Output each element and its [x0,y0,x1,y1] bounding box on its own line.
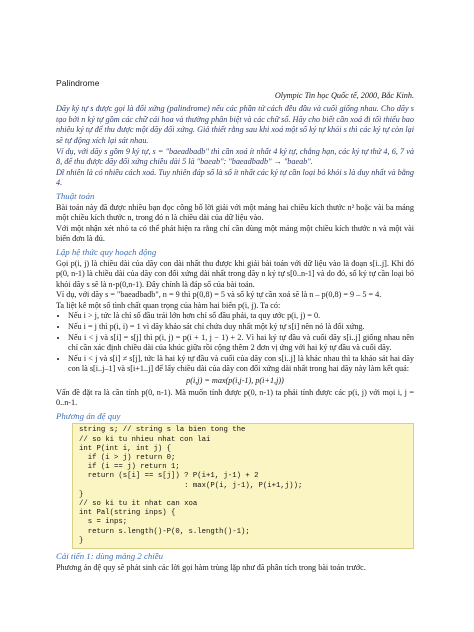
list-item: • Nếu i < j và s[i] = s[j] thì p(i, j) = p(i + 1, j − 1) + 2. Vì hai ký tự đầu và cuối dãy s[i..j] giống nhau nên chỉ cần xác định chiều dài của khúc giữa rồi cộng thêm 2 đơn vị ứng với hai ký tự đầu và cuối dãy. [68,333,414,354]
intro-example: Ví dụ, với dãy s gồm 9 ký tự, s = "baeadbadb" thì cần xoá ít nhất 4 ký tự, chẳng hạn, các ký tự thứ 4, 6, 7 và 8, để thu được dãy đối xứng chiều dài 5 là "baeab": "baeadbadb" → "baeab". [56,146,414,167]
problem-statement [56,104,414,189]
list-item: • Nếu i > j, tức là chỉ số đầu trái lớn hơn chỉ số đầu phải, ta quy ước p(i, j) = 0. [68,311,414,322]
list-item: • Nếu i < j và s[i] ≠ s[j], tức là hai ký tự đầu và cuối của dãy con s[i..j] là khác nhau thì ta khảo sát hai dãy con là s[i..j–1] và s[i+1..j] để lấy chiều dài của dãy con đối xứng dài nhất trong hai dãy này làm kết quả: [68,354,414,375]
recurrence-formula: p(i,j) = max(p(i,j-1), p(i+1,j)) [186,376,284,386]
intro-paragraph: Dãy ký tự s được gọi là đối xứng (palindrome) nếu các phần tử cách đều đầu và cuối giống nhau. Cho dãy s tạo bởi n ký tự gồm các chữ cái hoa và thường phân biệt và các chữ số. Hãy cho biết cần xoá đi tối thiểu bao nhiêu ký tự để thu được một dãy đối xứng. Giả thiết rằng sau khi xoá một số ký tự khỏi s thì các ký tự còn lại sẽ tự động xích lại sát nhau. [56,104,414,145]
recurrence-properties-intro: Ta liệt kê một số tình chất quan trọng của hàm hai biến p(i, j). Ta có: [56,300,281,310]
doc-source: Olympic Tin học Quốc tế, 2000, Bắc Kinh. [274,90,414,100]
heading-recurrence: Lập hệ thức quy hoạch động [56,246,157,257]
properties-list [56,311,414,375]
doc-title: Palindrome [56,78,100,88]
algo-paragraph-2: Với một nhận xét nhỏ ta có thể phát hiện ra rằng chỉ cần dùng một mảng một chiều kích thước n và một vài biến đơn là đủ. [56,223,414,244]
list-item: • Nếu i = j thì p(i, i) = 1 vì dãy khảo sát chỉ chứa duy nhất một ký tự s[i] nên nó là đối xứng. [68,322,414,333]
heading-recursive: Phương án đệ quy [56,410,121,421]
improvement-paragraph: Phương án đệ quy sẽ phát sinh các lời gọi hàm trùng lặp như đã phân tích trong bài toán trước. [56,562,366,572]
code-block: string s; // string s la bien tong the // so ki tu nhieu nhat con lai int P(int i, int j) { if (i > j) return 0; if (i == j) return 1; return (s[i] == s[j]) ? P(i+1, j-1) + 2 : max(P(i, j-1), P(i+1,j)); } // so ki tu it nhat can xoa int Pal(string inps) { s = inps; return s.length()-P(0, s.length()-1); } [72,423,414,549]
recurrence-example: Ví dụ, với dãy s = "baeadbadb", n = 9 thì p(0,8) = 5 và số ký tự cần xoá sẽ là n – p(0,8) = 9 – 5 = 4. [56,290,382,300]
intro-note: Dĩ nhiên là có nhiều cách xoá. Tuy nhiên đáp số là số ít nhất các ký tự cần loại bỏ khỏi s là duy nhất và bằng 4. [56,167,414,188]
heading-algorithm: Thuật toán [56,190,95,201]
algo-paragraph-1: Bài toán này đã được nhiều bạn đọc công bố lời giải với một mảng hai chiều kích thước n² hoặc vài ba mảng một chiều kích thước n, trong đó n là chiều dài của dữ liệu vào. [56,202,414,223]
recurrence-conclusion: Vấn đề đặt ra là cần tính p(0, n-1). Mà muốn tính được p(0, n-1) ta phải tính được các p(i, j) với mọi i, j = 0..n-1. [56,387,414,408]
heading-improvement: Cải tiến 1: dùng mảng 2 chiều [56,551,164,562]
recurrence-paragraph-1: Gọi p(i, j) là chiều dài của dãy con dài nhất thu được khi giải bài toán với dữ liệu vào là đoạn s[i..j]. Khi đó p(0, n-1) là chiều dài của dãy con đối xứng dài nhất trong dãy n ký tự s[0..n-1] và do đó, số ký tự cần loại bỏ khỏi dãy s sẽ là n-p(0,n-1). Đây chính là đáp số của bài toán. [56,258,414,289]
